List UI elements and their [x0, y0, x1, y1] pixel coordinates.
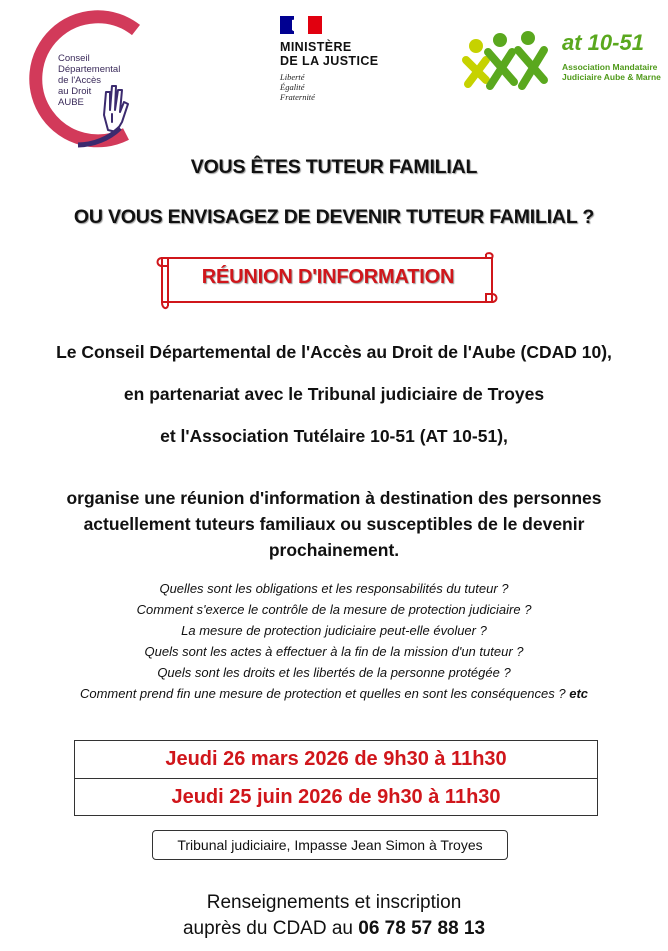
- question-2: Comment s'exerce le contrôle de la mesure de protection judiciaire ?: [136, 602, 532, 617]
- banner-title: RÉUNION D'INFORMATION: [201, 266, 455, 288]
- question-5: Quels sont les droits et les libertés de la personne protégée ?: [157, 665, 511, 680]
- purpose-line-1: organise une réunion d'information à destination des personnes: [66, 488, 602, 508]
- purpose-line-2: actuellement tuteurs familiaux ou susceptibles de le devenir: [83, 514, 585, 534]
- at1051-subtitle-1: Association Mandataire: [562, 62, 658, 72]
- at1051-subtitle-2: Judiciaire Aube & Marne: [562, 72, 661, 82]
- people-figures-icon: [462, 30, 560, 92]
- heading-line-1: VOUS ÊTES TUTEUR FAMILIAL: [190, 156, 478, 178]
- question-4: Quels sont les actes à effectuer à la fin de la mission d'un tuteur ?: [144, 644, 524, 659]
- marianne-flag-icon: [280, 16, 322, 34]
- cdad-line-2: Départemental: [58, 64, 121, 75]
- contact-prefix: auprès du CDAD au: [182, 918, 353, 939]
- cdad-logo-text: [58, 53, 120, 108]
- intro-line-1: Le Conseil Départemental de l'Accès au Droit de l'Aube (CDAD 10),: [56, 342, 612, 362]
- cdad-line-5: AUBE: [58, 97, 84, 108]
- at1051-name: at 10-51: [562, 30, 644, 55]
- heading-line-2: OU VOUS ENVISAGEZ DE DEVENIR TUTEUR FAMILIAL ?: [73, 206, 595, 228]
- question-6: [0, 686, 668, 701]
- contact-line-1: Renseignements et inscription: [206, 892, 462, 913]
- ministry-title-1: MINISTÈRE: [280, 40, 352, 54]
- question-6-text: Comment prend fin une mesure de protection et quelles en sont les conséquences ?: [79, 686, 566, 701]
- cdad-line-4: au Droit: [58, 86, 92, 97]
- contact-line-2: [0, 918, 668, 940]
- intro-line-3: et l'Association Tutélaire 10-51 (AT 10-51),: [160, 426, 508, 446]
- intro-line-2: en partenariat avec le Tribunal judiciaire de Troyes: [123, 384, 545, 404]
- question-3: La mesure de protection judiciaire peut-elle évoluer ?: [181, 623, 487, 638]
- cdad-logo: [8, 10, 148, 150]
- cdad-line-1: Conseil: [58, 53, 90, 64]
- ministry-motto-3: Fraternité: [280, 92, 315, 102]
- ministry-title-2: DE LA JUSTICE: [280, 54, 379, 68]
- dates-table: [74, 740, 598, 816]
- contact-phone: 06 78 57 88 13: [358, 918, 486, 939]
- ministry-logo: [262, 14, 402, 114]
- at1051-logo: [462, 28, 662, 98]
- location-box: Tribunal judiciaire, Impasse Jean Simon à Troyes: [152, 830, 508, 860]
- ministry-motto-1: Liberté: [280, 72, 305, 82]
- date-row-1: Jeudi 26 mars 2026 de 9h30 à 11h30: [75, 741, 597, 779]
- cdad-line-3: de l'Accès: [58, 75, 102, 86]
- questions-etc: etc: [569, 686, 589, 701]
- date-row-2: Jeudi 25 juin 2026 de 9h30 à 11h30: [171, 786, 501, 808]
- question-1: Quelles sont les obligations et les responsabilités du tuteur ?: [159, 581, 509, 596]
- ministry-motto-2: Égalité: [280, 82, 305, 92]
- purpose-line-3: prochainement.: [268, 540, 400, 560]
